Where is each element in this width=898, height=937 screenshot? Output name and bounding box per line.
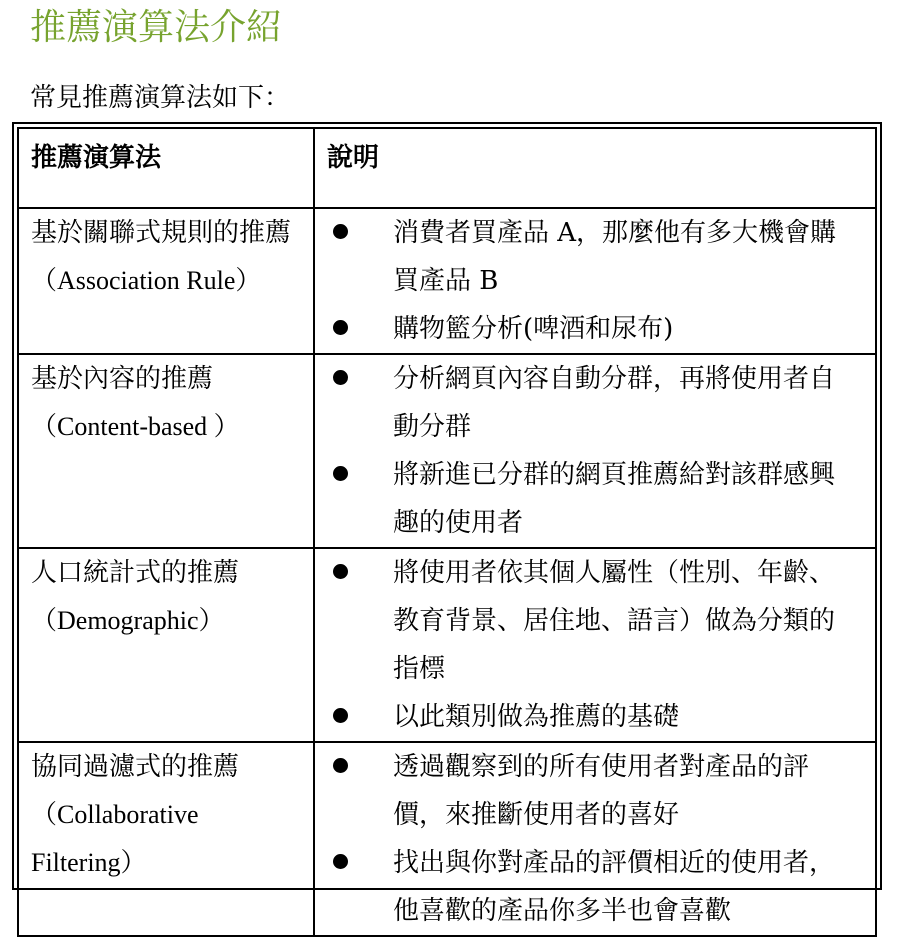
header-description: 說明 [314,128,876,208]
algorithm-name: 基於內容的推薦 [31,364,214,394]
algorithm-name-cell [18,208,314,354]
list-item: 以此類別做為推薦的基礎 [327,693,865,741]
description-cell [314,354,876,548]
table-row [18,354,876,548]
description-cell [314,208,876,354]
description-cell [314,548,876,742]
algorithm-name-cell [18,354,314,548]
list-item: 找出與你對產品的評價相近的使用者，他喜歡的產品你多半也會喜歡 [327,839,865,935]
bullet-icon [327,839,393,869]
list-item: 消費者買產品 A，那麼他有多大機會購買產品 B [327,209,865,305]
bullet-icon [327,305,393,335]
description-cell [314,742,876,936]
algorithm-english-name-wrap: Filtering） [31,848,147,877]
intro-text: 常見推薦演算法如下： [30,83,291,113]
algorithm-table [17,127,877,937]
bullet-icon [327,355,393,385]
header-algorithm: 推薦演算法 [18,128,314,208]
page-title: 推薦演算法介紹 [30,7,283,48]
algorithm-name: 人口統計式的推薦 [31,558,240,588]
table-row [18,548,876,742]
list-item: 將新進已分群的網頁推薦給對該群感興趣的使用者 [327,451,865,547]
algorithm-english-name: （Association Rule） [31,266,262,295]
algorithm-name-cell [18,548,314,742]
algorithm-english-name: （Demographic） [31,606,225,635]
table-row [18,742,876,936]
bullet-icon [327,209,393,239]
algorithm-table-frame [12,122,882,926]
table-row [18,208,876,354]
list-item: 購物籃分析(啤酒和尿布) [327,305,865,353]
algorithm-name: 基於關聯式規則的推薦 [31,218,292,248]
bullet-icon [327,549,393,579]
algorithm-english-name: （Content-based ） [31,412,240,441]
algorithm-english-name: （Collaborative [31,800,199,829]
bullet-icon [327,743,393,773]
bullet-icon [327,451,393,481]
list-item: 透過觀察到的所有使用者對產品的評價，來推斷使用者的喜好 [327,743,865,839]
bullet-icon [327,693,393,723]
list-item: 分析網頁內容自動分群，再將使用者自動分群 [327,355,865,451]
algorithm-name-cell [18,742,314,936]
list-item: 將使用者依其個人屬性（性別、年齡、教育背景、居住地、語言）做為分類的指標 [327,549,865,693]
algorithm-name: 協同過濾式的推薦 [31,752,240,782]
table-header-row [18,128,876,208]
